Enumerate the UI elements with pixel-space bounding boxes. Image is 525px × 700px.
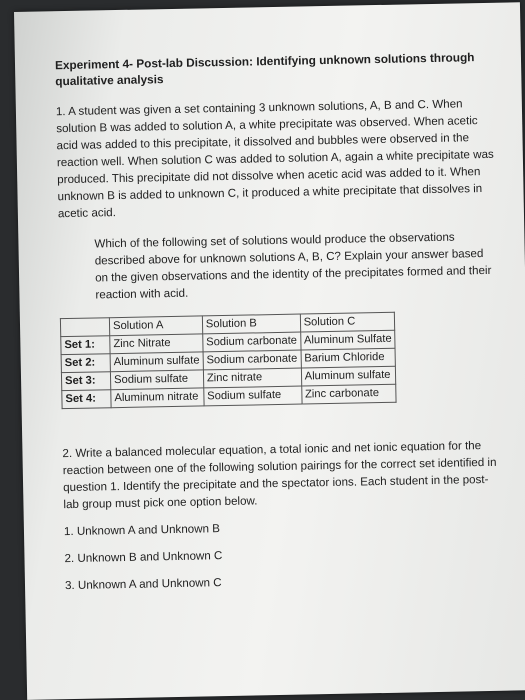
table-cell: Sodium carbonate xyxy=(203,332,301,352)
table-cell: Sodium sulfate xyxy=(204,386,302,406)
table-cell: Aluminum sulfate xyxy=(301,366,396,386)
table-header-cell: Solution A xyxy=(109,316,202,336)
table-cell: Set 1: xyxy=(61,336,110,355)
worksheet-page xyxy=(14,2,525,700)
table-header-cell: Solution C xyxy=(300,312,395,332)
table-header-cell: Solution B xyxy=(202,314,300,334)
table-header-cell xyxy=(60,318,109,337)
table-cell: Aluminum sulfate xyxy=(110,352,203,372)
solutions-table xyxy=(60,312,397,409)
question-2-text: 2. Write a balanced molecular equation, a total ionic and net ionic equation for the reaction between one of the following solution pairings for the correct set identified in question 1. Identify the precipitate and the spectator ions. Each student in the post-lab group must pick one option below. xyxy=(62,439,497,512)
table-cell: Set 2: xyxy=(61,354,110,373)
table-cell: Set 3: xyxy=(61,372,110,391)
worksheet-content xyxy=(55,49,505,604)
option-item: 2. Unknown B and Unknown C xyxy=(64,549,223,566)
option-item: 1. Unknown A and Unknown B xyxy=(63,522,221,539)
page-title: Experiment 4- Post-lab Discussion: Identifying unknown solutions through qualitative analysis xyxy=(54,50,475,89)
table-cell: Sodium carbonate xyxy=(203,350,301,370)
table-cell: Aluminum nitrate xyxy=(111,388,204,408)
question-1-text: 1. A student was given a set containing 3 unknown solutions, A, B and C. When solution B was added to solution A, a white precipitate was observed. When acetic acid was added to this precipitate, it dissolved and bubbles were observed in the reaction well. When solution C was added to solution A, again a white precipitate was produced. This precipitate did not dissolve when acetic acid was added to it. When unknown B is added to unknown C, it produced a white precipitate that dissolves in acetic acid. xyxy=(55,97,494,221)
table-cell: Set 4: xyxy=(62,390,111,409)
table-cell: Zinc carbonate xyxy=(301,384,396,404)
table-cell: Zinc Nitrate xyxy=(110,334,203,354)
table-cell: Zinc nitrate xyxy=(203,368,301,388)
table-cell: Aluminum Sulfate xyxy=(300,330,395,350)
question-1-prompt: Which of the following set of solutions would produce the observations described above for unknown solutions A, B, C? Explain your answer based on the given observations and the identity of the precipitates formed and their reaction with acid. xyxy=(94,230,492,302)
table-cell: Barium Chloride xyxy=(301,348,396,368)
table-cell: Sodium sulfate xyxy=(110,370,203,390)
option-item: 3. Unknown A and Unknown C xyxy=(64,576,222,593)
